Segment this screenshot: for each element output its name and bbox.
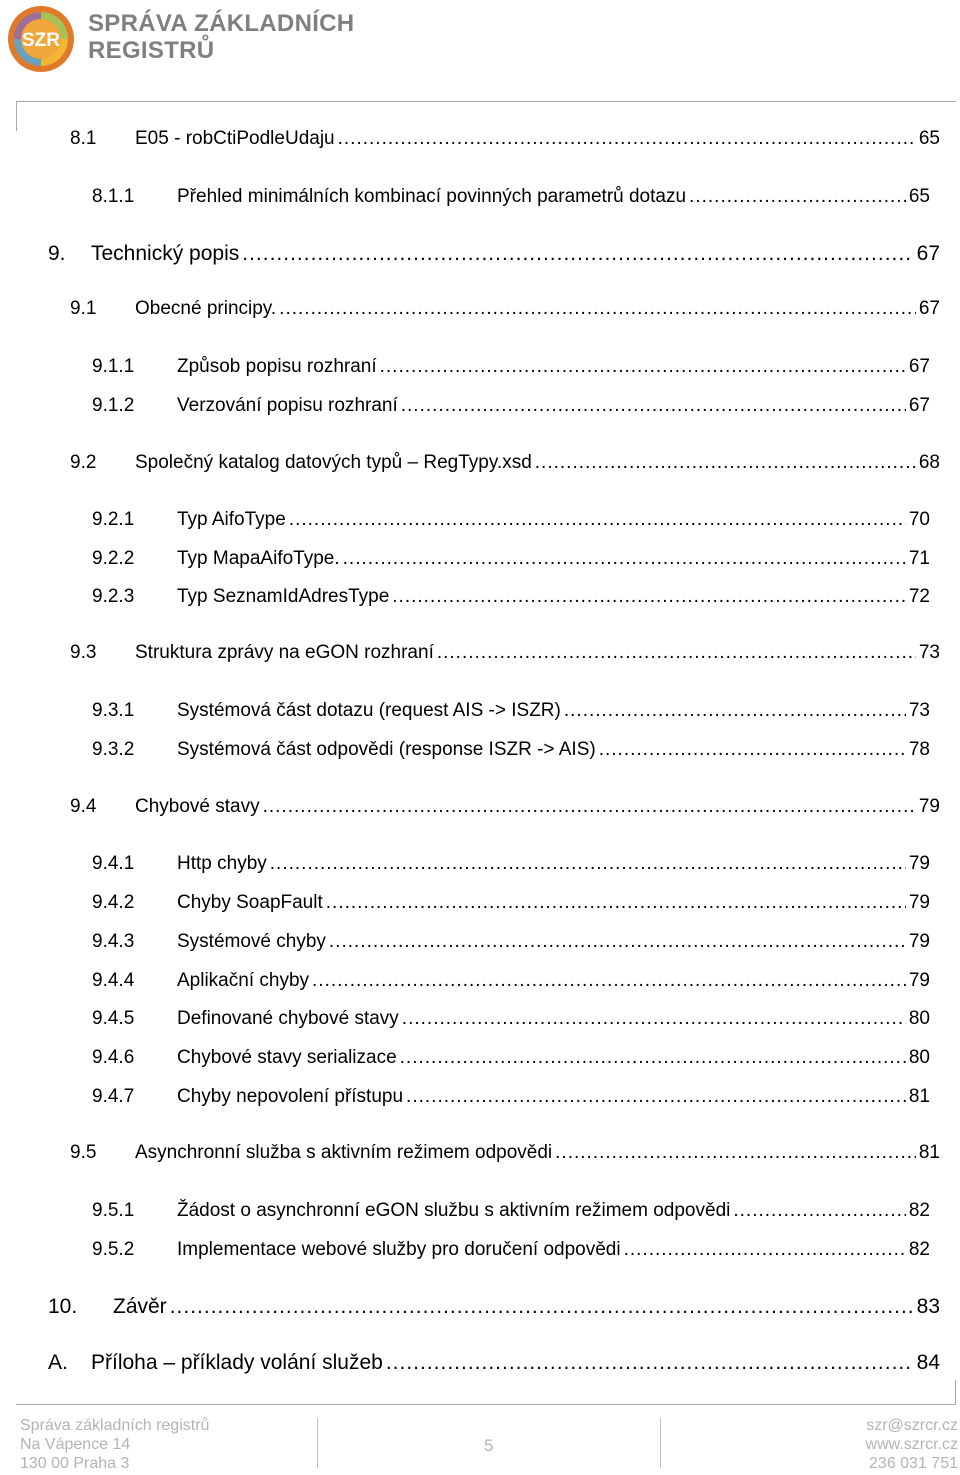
toc-entry-8-1-1[interactable]: [92, 186, 930, 208]
toc-entry-9-4-4[interactable]: [92, 970, 930, 992]
toc-page: 71: [908, 548, 930, 569]
toc-page: 67: [916, 242, 940, 265]
toc-dot-leader: [599, 739, 906, 761]
footer-divider: [16, 1404, 956, 1405]
toc-page: 68: [918, 452, 940, 473]
toc-title: Systémová část odpovědi (response ISZR -> AIS): [177, 739, 596, 760]
toc-page: 79: [908, 931, 930, 952]
toc-page: 67: [918, 298, 940, 319]
toc-number: 9.4.4: [92, 970, 135, 991]
toc-title: Struktura zprávy na eGON rozhraní: [135, 642, 434, 663]
toc-number: 9.2: [70, 452, 97, 473]
toc-number: 9.4.1: [92, 853, 135, 874]
toc-number: 9.5.1: [92, 1200, 135, 1221]
toc-title: Způsob popisu rozhraní: [177, 356, 377, 377]
toc-entry-9-3-1[interactable]: [92, 700, 930, 722]
toc-dot-leader: [535, 452, 916, 474]
toc-title: Typ AifoType: [177, 509, 286, 530]
footer-city: 130 00 Praha 3: [20, 1455, 130, 1472]
organization-name-line1: SPRÁVA ZÁKLADNÍCH: [88, 10, 355, 37]
toc-dot-leader: [263, 796, 916, 818]
toc-title: Chyby SoapFault: [177, 892, 323, 913]
toc-dot-leader: [392, 586, 906, 608]
toc-page: 72: [908, 586, 930, 607]
toc-number: 8.1: [70, 128, 97, 149]
toc-dot-leader: [326, 892, 906, 914]
toc-page: 73: [908, 700, 930, 721]
toc-entry-9-2-2[interactable]: [92, 548, 930, 570]
footer-corner-mark: [955, 1380, 956, 1405]
header-corner-mark: [16, 101, 17, 131]
toc-title: Typ SeznamIdAdresType: [177, 586, 390, 607]
toc-page: 79: [908, 853, 930, 874]
toc-title: Typ MapaAifoType.: [177, 548, 340, 569]
toc-entry-9-4-1[interactable]: [92, 853, 930, 875]
toc-number: 9.2.3: [92, 586, 135, 607]
toc-dot-leader: [401, 395, 906, 417]
toc-title: Verzování popisu rozhraní: [177, 395, 398, 416]
toc-number: 9.3.2: [92, 739, 135, 760]
toc-entry-9-1-2[interactable]: [92, 395, 930, 417]
toc-entry-9-5-1[interactable]: [92, 1200, 930, 1222]
toc-number: 9.1.2: [92, 395, 135, 416]
toc-entry-9-4-6[interactable]: [92, 1047, 930, 1069]
toc-page: 79: [918, 796, 940, 817]
toc-number: 9.4.6: [92, 1047, 135, 1068]
toc-number: A.: [48, 1351, 68, 1374]
toc-page: 83: [916, 1295, 940, 1318]
toc-entry-10[interactable]: [48, 1295, 940, 1319]
toc-title: Definované chybové stavy: [177, 1008, 399, 1029]
toc-entry-9-4-3[interactable]: [92, 931, 930, 953]
toc-entry-9-1[interactable]: [70, 298, 940, 320]
toc-title: Příloha – příklady volání služeb: [91, 1351, 383, 1374]
toc-dot-leader: [289, 509, 906, 531]
toc-title: E05 - robCtiPodleUdaju: [135, 128, 335, 149]
toc-page: 78: [908, 739, 930, 760]
toc-dot-leader: [733, 1200, 906, 1222]
organization-name-line2: REGISTRŮ: [88, 37, 215, 64]
toc-dot-leader: [270, 853, 906, 875]
toc-page: 70: [908, 509, 930, 530]
toc-page: 82: [908, 1239, 930, 1260]
toc-dot-leader: [170, 1295, 914, 1319]
toc-entry-9-2-1[interactable]: [92, 509, 930, 531]
footer-contact: [866, 1416, 958, 1473]
toc-entry-8-1[interactable]: [70, 128, 940, 150]
toc-page: 65: [908, 186, 930, 207]
toc-number: 9.1: [70, 298, 97, 319]
toc-dot-leader: [402, 1008, 906, 1030]
footer-email[interactable]: szr@szrcr.cz: [866, 1417, 958, 1434]
toc-page: 73: [918, 642, 940, 663]
toc-number: 9.4.7: [92, 1086, 135, 1107]
toc-page: 82: [908, 1200, 930, 1221]
organization-name: [88, 10, 354, 64]
toc-title: Asynchronní služba s aktivním režimem odpovědi: [135, 1142, 553, 1163]
toc-number: 9.2.1: [92, 509, 135, 530]
toc-title: Společný katalog datových typů – RegTypy.xsd: [135, 452, 532, 473]
toc-title: Systémová část dotazu (request AIS -> ISZR): [177, 700, 561, 721]
toc-dot-leader: [343, 548, 906, 570]
toc-number: 10.: [48, 1295, 78, 1318]
toc-number: 9.3: [70, 642, 97, 663]
toc-title: Technický popis: [91, 242, 240, 265]
toc-number: 9.5: [70, 1142, 97, 1163]
toc-number: 9.2.2: [92, 548, 135, 569]
toc-page: 80: [908, 1047, 930, 1068]
szr-logo: [6, 4, 76, 74]
toc-title: Chybové stavy: [135, 796, 260, 817]
toc-dot-leader: [242, 242, 913, 266]
toc-dot-leader: [564, 700, 906, 722]
footer-org-name: Správa základních registrů: [20, 1417, 210, 1434]
footer-separator: [317, 1418, 318, 1468]
toc-number: 8.1.1: [92, 186, 135, 207]
toc-number: 9.4.5: [92, 1008, 135, 1029]
toc-dot-leader: [380, 356, 906, 378]
toc-number: 9.3.1: [92, 700, 135, 721]
toc-dot-leader: [406, 1086, 906, 1108]
footer-address: [20, 1416, 209, 1473]
toc-dot-leader: [437, 642, 916, 664]
toc-title: Http chyby: [177, 853, 267, 874]
footer-street: Na Vápence 14: [20, 1436, 131, 1453]
toc-dot-leader: [386, 1351, 914, 1375]
toc-entry-appendix-a[interactable]: [48, 1351, 940, 1375]
footer-page-number: 5: [484, 1436, 494, 1455]
header-divider: [16, 101, 956, 102]
footer-phone: 236 031 751: [869, 1455, 958, 1472]
toc-number: 9.4.3: [92, 931, 135, 952]
footer-separator: [660, 1418, 661, 1468]
toc-title: Implementace webové služby pro doručení odpovědi: [177, 1239, 621, 1260]
toc-title: Chybové stavy serializace: [177, 1047, 397, 1068]
toc-entry-9-4[interactable]: [70, 796, 940, 818]
toc-title: Chyby nepovolení přístupu: [177, 1086, 404, 1107]
toc-page: 81: [908, 1086, 930, 1107]
toc-entry-9-2-3[interactable]: [92, 586, 930, 608]
toc-page: 79: [908, 892, 930, 913]
svg-text:SZR: SZR: [22, 30, 60, 51]
toc-entry-9-2[interactable]: [70, 452, 940, 474]
toc-number: 9.4.2: [92, 892, 135, 913]
toc-dot-leader: [689, 186, 906, 208]
toc-number: 9.1.1: [92, 356, 135, 377]
toc-page: 67: [908, 395, 930, 416]
toc-page: 84: [916, 1351, 940, 1374]
toc-entry-9-3[interactable]: [70, 642, 940, 664]
toc-dot-leader: [624, 1239, 906, 1261]
toc-page: 65: [918, 128, 940, 149]
toc-title: Systémové chyby: [177, 931, 326, 952]
toc-page: 81: [918, 1142, 940, 1163]
toc-title: Obecné principy.: [135, 298, 277, 319]
toc-title: Žádost o asynchronní eGON službu s aktivním režimem odpovědi: [177, 1200, 731, 1221]
toc-dot-leader: [555, 1142, 916, 1164]
toc-entry-9-5-2[interactable]: [92, 1239, 930, 1261]
toc-entry-9-4-5[interactable]: [92, 1008, 930, 1030]
toc-dot-leader: [338, 128, 916, 150]
toc-number: 9.4: [70, 796, 97, 817]
toc-dot-leader: [312, 970, 906, 992]
footer-website[interactable]: www.szrcr.cz: [865, 1436, 958, 1453]
toc-page: 80: [908, 1008, 930, 1029]
toc-entry-9-4-7[interactable]: [92, 1086, 930, 1108]
toc-number: 9.: [48, 242, 66, 265]
toc-number: 9.5.2: [92, 1239, 135, 1260]
toc-dot-leader: [279, 298, 916, 320]
toc-entry-9-5[interactable]: [70, 1142, 940, 1164]
toc-entry-9[interactable]: [48, 242, 940, 266]
toc-title: Přehled minimálních kombinací povinných parametrů dotazu: [177, 186, 687, 207]
toc-page: 67: [908, 356, 930, 377]
toc-dot-leader: [400, 1047, 906, 1069]
toc-title: Aplikační chyby: [177, 970, 310, 991]
toc-entry-9-4-2[interactable]: [92, 892, 930, 914]
toc-title: Závěr: [113, 1295, 167, 1318]
toc-entry-9-3-2[interactable]: [92, 739, 930, 761]
toc-dot-leader: [329, 931, 906, 953]
toc-page: 79: [908, 970, 930, 991]
toc-entry-9-1-1[interactable]: [92, 356, 930, 378]
